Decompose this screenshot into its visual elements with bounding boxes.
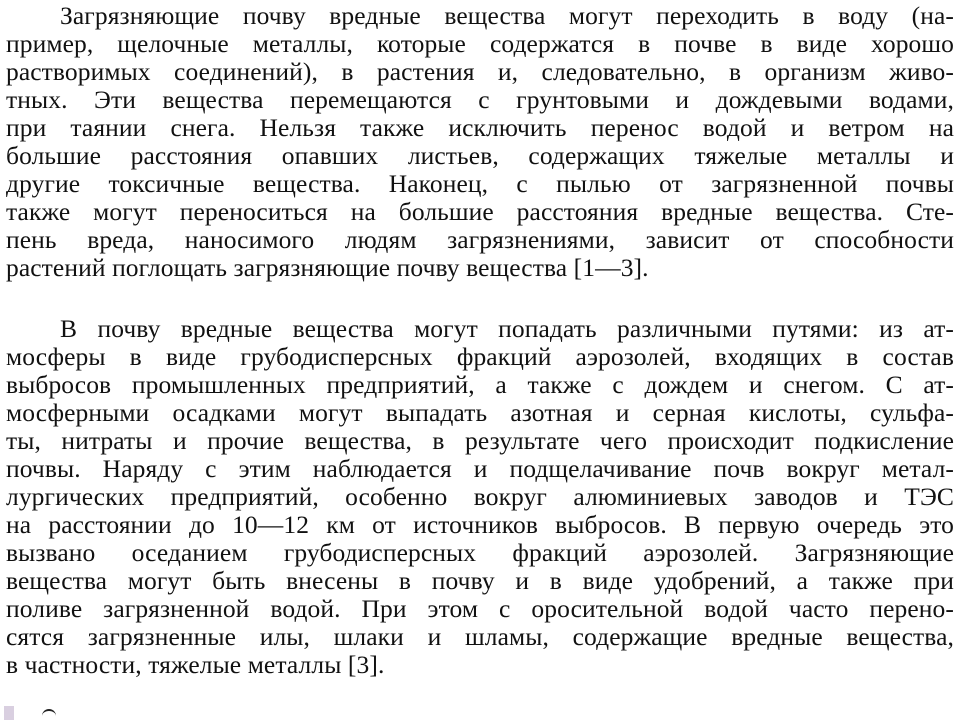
text-line: большие расстояния опавших листьев, содержащих тяжелые металлы и bbox=[6, 141, 954, 170]
text-line: мосферы в виде грубодисперсных фракций аэрозолей, входящих в состав bbox=[6, 342, 954, 371]
text-line: Загрязняющие почву вредные вещества могут переходить в воду (на- bbox=[60, 1, 954, 30]
text-line: ты, нитраты и прочие вещества, в результате чего происходит подкисление bbox=[6, 426, 954, 455]
paragraph-soil-pollutant-transfer bbox=[0, 2, 960, 282]
scan-edge-artifact bbox=[4, 706, 14, 720]
text-line: пень вреда, наносимого людям загрязнениями, зависит от способности bbox=[6, 225, 954, 254]
text-line: на расстоянии до 10—12 км от источников выбросов. В первую очередь это bbox=[6, 510, 954, 539]
text-line: почвы. Наряду с этим наблюдается и подщелачивание почв вокруг метал- bbox=[6, 454, 954, 483]
text-line: вещества могут быть внесены в почву и в виде удобрений, а также при bbox=[6, 566, 954, 595]
text-line: мосферными осадками могут выпадать азотная и серная кислоты, сульфа- bbox=[6, 398, 954, 427]
cut-off-next-line-fragment bbox=[42, 709, 56, 722]
text-line: пример, щелочные металлы, которые содержатся в почве в виде хорошо bbox=[6, 29, 954, 58]
text-line: вызвано оседанием грубодисперсных фракций аэрозолей. Загрязняющие bbox=[6, 538, 954, 567]
text-line: в частности, тяжелые металлы [3]. bbox=[6, 650, 385, 679]
text-line: растворимых соединений), в растения и, следовательно, в организм живо- bbox=[6, 57, 954, 86]
text-line: тных. Эти вещества перемещаются с грунтовыми и дождевыми водами, bbox=[6, 85, 954, 114]
text-line: при таянии снега. Нельзя также исключить перенос водой и ветром на bbox=[6, 113, 954, 142]
text-line: сятся загрязненные илы, шлаки и шламы, содержащие вредные вещества, bbox=[6, 622, 954, 651]
text-line: В почву вредные вещества могут попадать различными путями: из ат- bbox=[60, 314, 954, 343]
text-line: растений поглощать загрязняющие почву вещества [1—3]. bbox=[6, 253, 649, 282]
text-line: выбросов промышленных предприятий, а также с дождем и снегом. С ат- bbox=[6, 370, 954, 399]
text-line: также могут переноситься на большие расстояния вредные вещества. Сте- bbox=[6, 197, 954, 226]
text-line: лургических предприятий, особенно вокруг алюминиевых заводов и ТЭС bbox=[6, 482, 954, 511]
text-line: поливе загрязненной водой. При этом с оросительной водой часто перено- bbox=[6, 594, 954, 623]
paragraph-pollutant-pathways bbox=[0, 315, 960, 679]
text-line: другие токсичные вещества. Наконец, с пылью от загрязненной почвы bbox=[6, 169, 954, 198]
